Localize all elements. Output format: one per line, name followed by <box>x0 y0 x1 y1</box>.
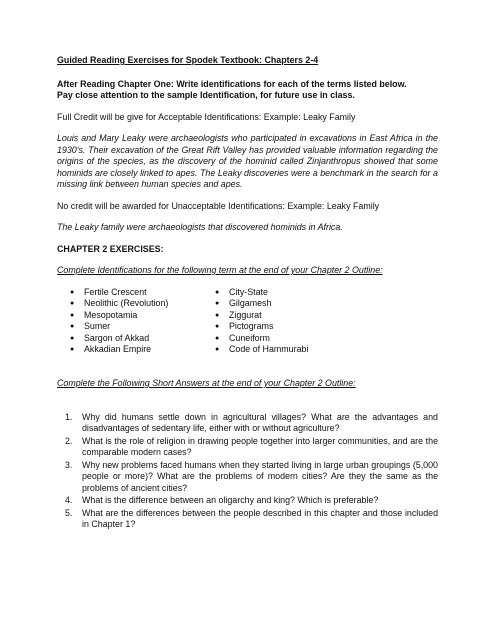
list-item <box>70 344 215 356</box>
list-item <box>70 287 215 299</box>
bullet-icon: ● <box>215 300 220 308</box>
list-item <box>215 298 415 310</box>
question-item <box>57 495 438 507</box>
question-text: What is the role of religion in drawing people together into larger communities, and are the comparable modern cases? <box>82 435 438 458</box>
question-item <box>57 412 438 435</box>
instruction-line-1: After Reading Chapter One: Write identifications for each of the terms listed below. <box>57 78 407 89</box>
chapter-heading: CHAPTER 2 EXERCISES: <box>57 243 164 254</box>
bullet-icon: ● <box>70 300 75 308</box>
bullet-icon: ● <box>215 346 220 354</box>
bullet-icon: ● <box>70 334 75 342</box>
bullet-icon: ● <box>215 311 220 319</box>
bullet-icon: ● <box>215 334 220 342</box>
document-page <box>57 55 438 532</box>
list-item <box>215 287 415 299</box>
question-item <box>57 436 438 459</box>
term-label: Ziggurat <box>229 309 262 320</box>
document-heading: Guided Reading Exercises for Spodek Textbook: Chapters 2-4 <box>57 55 319 65</box>
terms-column-right <box>215 287 415 357</box>
term-label: Gilgamesh <box>229 298 272 309</box>
term-label: Code of Hammurabi <box>229 344 309 355</box>
identifications-heading: Complete Identifications for the following term at the end of your Chapter 2 Outline: <box>57 265 383 275</box>
term-label: Mesopotamia <box>84 309 138 320</box>
list-item <box>215 310 415 322</box>
terms-list <box>70 287 438 357</box>
question-number: 5. <box>65 507 73 518</box>
term-label: Akkadian Empire <box>84 344 152 355</box>
bullet-icon: ● <box>215 288 220 296</box>
bullet-icon: ● <box>70 346 75 354</box>
list-item <box>215 344 415 356</box>
question-number: 1. <box>65 411 73 422</box>
question-text: Why did humans settle down in agricultural villages? What are the advantages and disadvantages of sedentary life, either with or without agriculture? <box>82 411 438 434</box>
bullet-icon: ● <box>70 311 75 319</box>
question-number: 2. <box>65 435 73 446</box>
list-item <box>70 310 215 322</box>
term-label: Neolithic (Revolution) <box>84 298 169 309</box>
bullet-icon: ● <box>70 288 75 296</box>
term-label: Cuneiform <box>229 332 270 343</box>
questions-list <box>57 412 438 531</box>
bullet-icon: ● <box>70 323 75 331</box>
list-item <box>70 298 215 310</box>
list-item <box>70 333 215 345</box>
question-number: 3. <box>65 459 73 470</box>
short-answers-heading: Complete the Following Short Answers at the end of your Chapter 2 Outline: <box>57 378 356 389</box>
terms-column-left <box>70 287 215 357</box>
question-text: What is the difference between an oligarchy and king? Which is preferable? <box>82 495 379 506</box>
no-credit-note: No credit will be awarded for Unacceptable Identifications: Example: Leaky Family <box>57 200 380 211</box>
full-credit-note: Full Credit will be give for Acceptable Identifications: Example: Leaky Family <box>57 111 356 122</box>
list-item <box>215 333 415 345</box>
question-number: 4. <box>65 495 73 506</box>
term-label: Fertile Crescent <box>84 286 147 297</box>
question-item <box>57 508 438 531</box>
bullet-icon: ● <box>215 323 220 331</box>
question-text: What are the differences between the people described in this chapter and those included in Chapter 1? <box>82 507 438 530</box>
term-label: Sumer <box>84 321 111 332</box>
term-label: City-State <box>229 286 268 297</box>
good-example-paragraph: Louis and Mary Leaky were archaeologists who participated in excavations in East Africa in the 1930's. Their excavation of the Great Rift Valley has provided valuable information regarding the origins of the species, as the discovery of the hominid called Zinjanthropus showed that some hominids are closely linked to apes. The Leaky discoveries were a benchmark in the search for a missing link between human species and apes. <box>57 133 438 189</box>
term-label: Sargon of Akkad <box>84 332 150 343</box>
question-item <box>57 460 438 495</box>
bad-example-paragraph: The Leaky family were archaeologists that discovered hominids in Africa. <box>57 222 343 232</box>
question-text: Why new problems faced humans when they started living in large urban groupings (5,000 people or more)? What are the problems of modern cities? Are they the same as the problems of ancient cities? <box>82 459 438 493</box>
instruction-line-2: Pay close attention to the sample Identification, for future use in class. <box>57 90 355 100</box>
list-item <box>70 321 215 333</box>
term-label: Pictograms <box>229 321 274 332</box>
list-item <box>215 321 415 333</box>
